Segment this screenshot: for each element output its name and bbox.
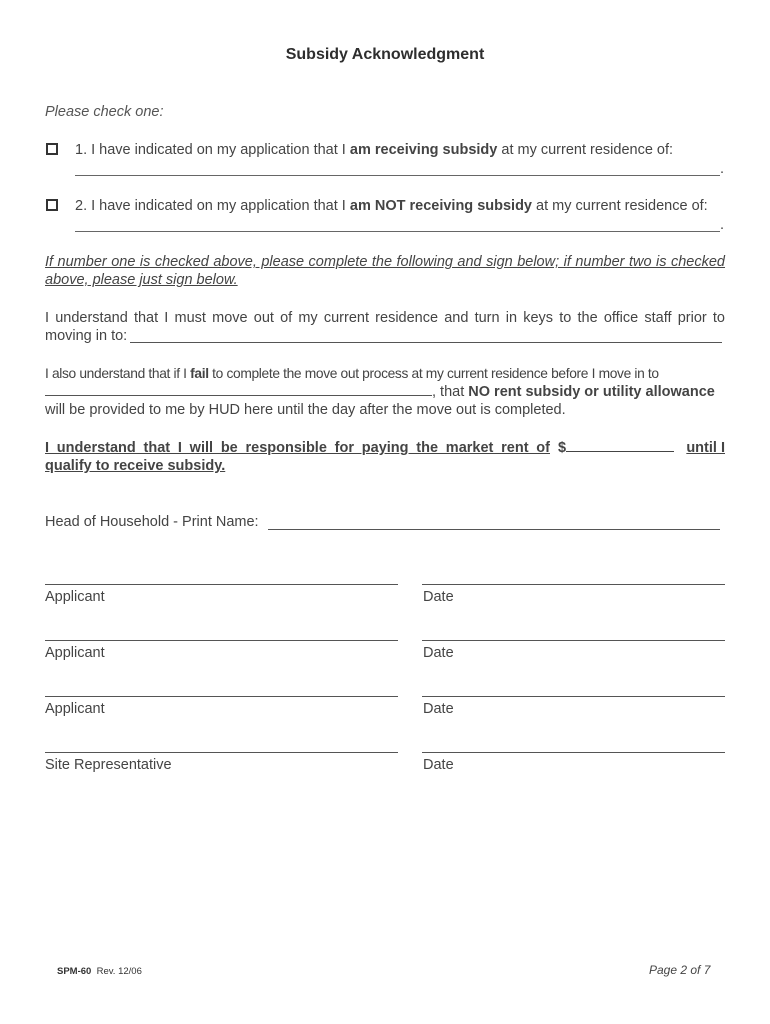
- applicant-1-signature-line[interactable]: [45, 584, 398, 585]
- option2-text: [75, 198, 708, 214]
- option1-residence-line[interactable]: [75, 175, 720, 176]
- option1-prefix: 1. I have indicated on my application that I: [75, 142, 350, 158]
- option1-bold: am receiving subsidy: [349, 142, 498, 158]
- form-revision: Rev. 12/06: [96, 966, 142, 977]
- site-rep-date-line[interactable]: [422, 752, 725, 753]
- page-number: Page 2 of 7: [649, 963, 711, 977]
- applicant-3-date-line[interactable]: [422, 696, 725, 697]
- fail-property-line[interactable]: [45, 383, 432, 396]
- page-title: Subsidy Acknowledgment: [285, 46, 485, 63]
- applicant-3-date-label: Date: [423, 701, 454, 717]
- option1-suffix: at my current residence of:: [497, 142, 674, 158]
- market-line1: [45, 439, 725, 457]
- option2-residence-line[interactable]: [75, 231, 720, 232]
- instruction-text: If number one is checked above, please complete the following and sign below; if number two is checked above, please just sign below.: [45, 254, 725, 288]
- applicant-2-date-line[interactable]: [422, 640, 725, 641]
- fail-line1: [45, 365, 725, 383]
- applicant-1-date-line[interactable]: [422, 584, 725, 585]
- option2-prefix: 2. I have indicated on my application that I: [75, 198, 350, 214]
- head-of-household-label: Head of Household - Print Name:: [45, 514, 259, 530]
- moveout-property-line[interactable]: [130, 342, 722, 343]
- head-of-household-name-line[interactable]: [268, 529, 720, 530]
- option2-checkbox[interactable]: [46, 199, 58, 211]
- option1-text: [75, 142, 673, 158]
- applicant-2-label: Applicant: [45, 645, 105, 661]
- fail-part1: I also understand that if I: [45, 366, 191, 381]
- check-one-prompt: Please check one:: [45, 104, 164, 120]
- fail-bold: fail: [190, 366, 209, 381]
- option1-checkbox[interactable]: [46, 143, 58, 155]
- option2-suffix: at my current residence of:: [532, 198, 708, 214]
- applicant-1-date-label: Date: [423, 589, 454, 605]
- fail-line2: [45, 383, 725, 401]
- applicant-1-label: Applicant: [45, 589, 105, 605]
- market-part1: I understand that I will be responsible for paying the market rent of: [45, 440, 550, 456]
- site-rep-date-label: Date: [423, 757, 454, 773]
- site-rep-signature-line[interactable]: [45, 752, 398, 753]
- market-part2: until I: [686, 440, 725, 456]
- applicant-3-signature-line[interactable]: [45, 696, 398, 697]
- fail-comma-that: , that: [432, 384, 469, 400]
- fail-line3: will be provided to me by HUD here until the day after the move out is completed.: [45, 402, 566, 418]
- market-dollar: $: [558, 440, 567, 456]
- applicant-2-signature-line[interactable]: [45, 640, 398, 641]
- form-id: SPM-60: [57, 966, 92, 977]
- market-line2: qualify to receive subsidy.: [45, 458, 226, 474]
- applicant-2-date-label: Date: [423, 645, 454, 661]
- site-rep-label: Site Representative: [45, 757, 172, 773]
- option2-period: .: [720, 217, 725, 233]
- option1-period: .: [720, 161, 725, 177]
- fail-part2: to complete the move out process at my current residence before I move in to: [208, 366, 659, 381]
- moveout-text: I understand that I must move out of my current residence and turn in keys to the office staff prior to moving in to:: [45, 310, 725, 344]
- form-id-footer: [57, 966, 142, 977]
- fail-bold2: NO rent subsidy or utility allowance: [468, 384, 715, 400]
- market-rent-line[interactable]: [566, 439, 674, 452]
- applicant-3-label: Applicant: [45, 701, 105, 717]
- option2-bold: am NOT receiving subsidy: [349, 198, 532, 214]
